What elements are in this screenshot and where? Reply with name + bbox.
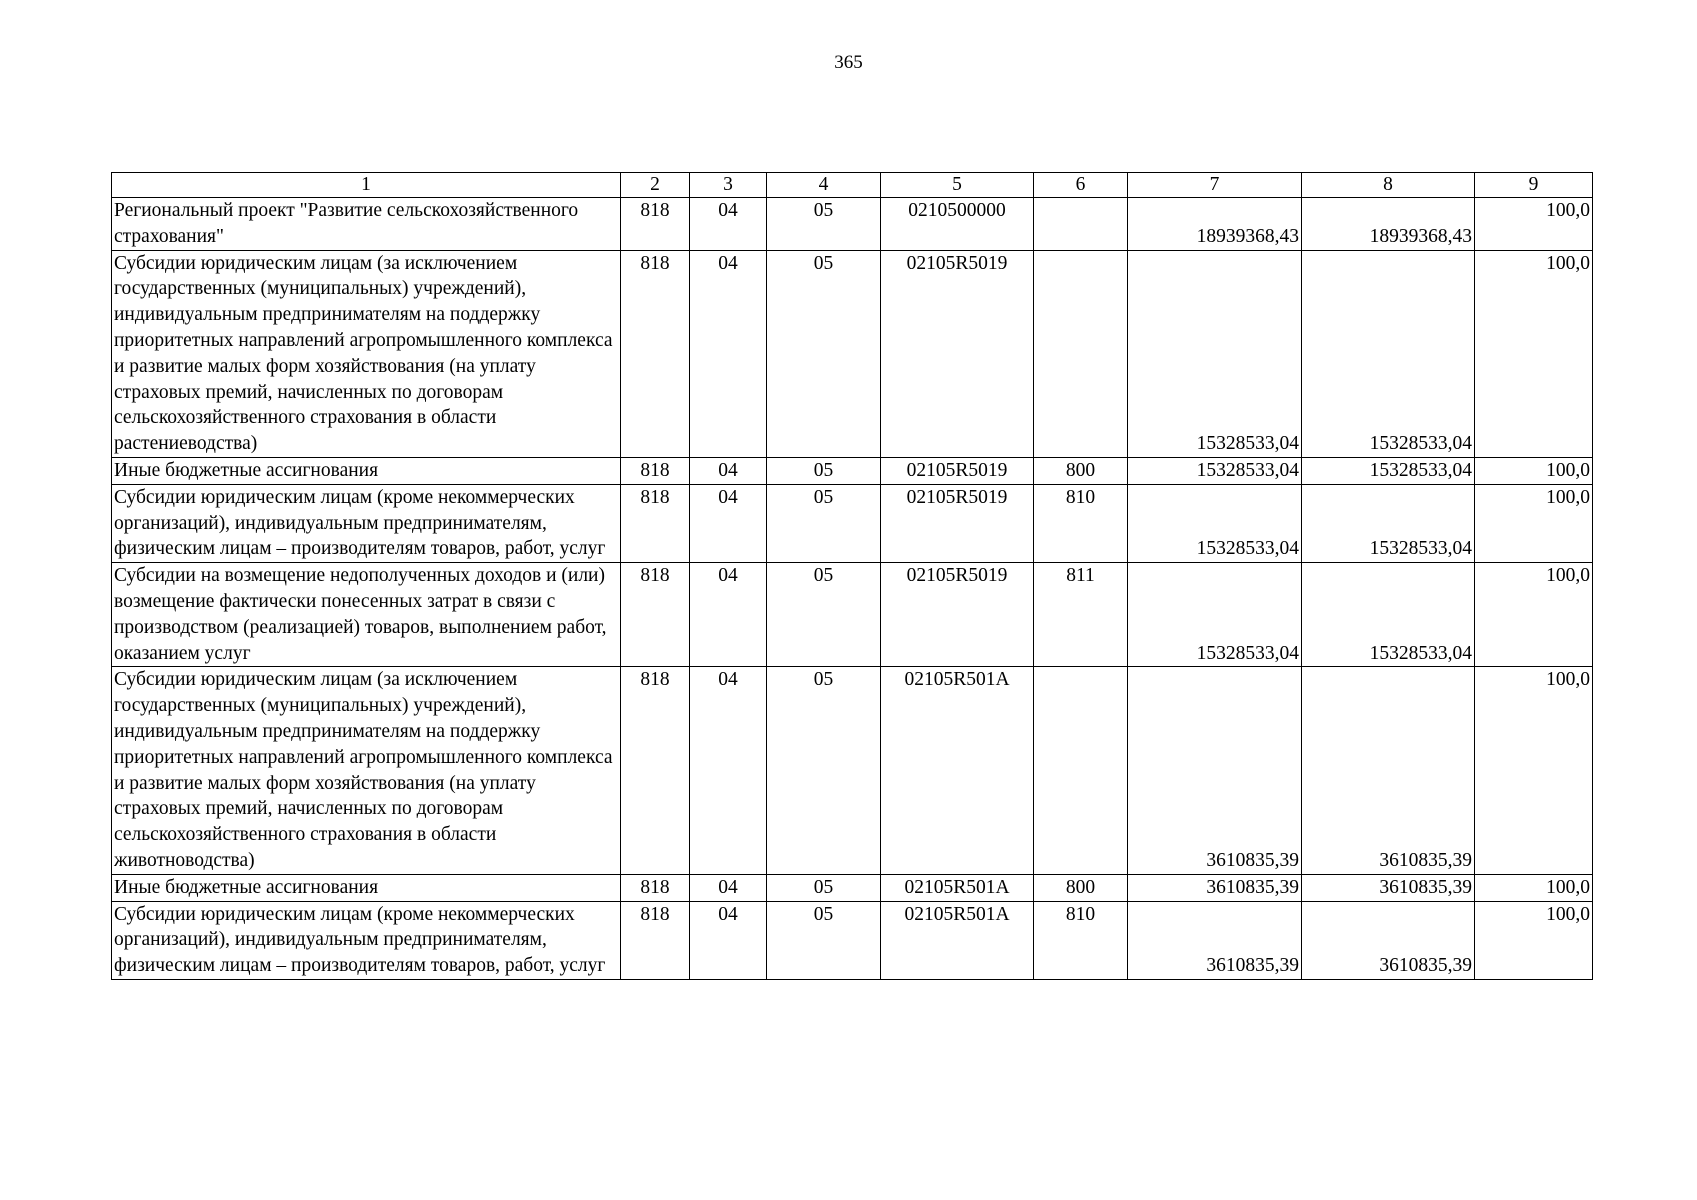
expense-type-cell [1034,198,1128,251]
section-cell: 04 [690,901,767,979]
executed-amount-cell: 15328533,04 [1302,250,1475,457]
executed-amount-cell: 15328533,04 [1302,563,1475,667]
row-name-cell: Субсидии юридическим лицам (кроме некоммерческих организаций), индивидуальным предпринимателям, физическим лицам – производителям товаров, работ, услуг [112,484,621,562]
header-cell-2: 2 [621,173,690,198]
row-name-cell: Иные бюджетные ассигнования [112,457,621,484]
percent-cell: 100,0 [1475,667,1593,874]
section-cell: 04 [690,563,767,667]
target-article-cell: 02105R5019 [881,484,1034,562]
header-cell-4: 4 [767,173,881,198]
executed-amount-cell: 3610835,39 [1302,874,1475,901]
admin-code-cell: 818 [621,250,690,457]
planned-amount-cell: 3610835,39 [1128,874,1302,901]
executed-amount-cell: 18939368,43 [1302,198,1475,251]
header-cell-3: 3 [690,173,767,198]
subsection-cell: 05 [767,250,881,457]
subsection-cell: 05 [767,901,881,979]
admin-code-cell: 818 [621,198,690,251]
expense-type-cell: 811 [1034,563,1128,667]
percent-cell: 100,0 [1475,484,1593,562]
expense-type-cell: 800 [1034,874,1128,901]
table-row [112,457,1593,484]
table-row [112,563,1593,667]
percent-cell: 100,0 [1475,250,1593,457]
header-cell-7: 7 [1128,173,1302,198]
target-article-cell: 02105R5019 [881,250,1034,457]
table-row [112,901,1593,979]
row-name-cell: Иные бюджетные ассигнования [112,874,621,901]
section-cell: 04 [690,484,767,562]
admin-code-cell: 818 [621,457,690,484]
target-article-cell: 02105R5019 [881,563,1034,667]
expense-type-cell [1034,667,1128,874]
percent-cell: 100,0 [1475,563,1593,667]
subsection-cell: 05 [767,457,881,484]
planned-amount-cell: 15328533,04 [1128,484,1302,562]
planned-amount-cell: 15328533,04 [1128,457,1302,484]
expense-type-cell [1034,250,1128,457]
subsection-cell: 05 [767,198,881,251]
subsection-cell: 05 [767,484,881,562]
executed-amount-cell: 3610835,39 [1302,667,1475,874]
admin-code-cell: 818 [621,901,690,979]
section-cell: 04 [690,667,767,874]
executed-amount-cell: 15328533,04 [1302,484,1475,562]
header-cell-9: 9 [1475,173,1593,198]
subsection-cell: 05 [767,874,881,901]
table-row [112,198,1593,251]
row-name-cell: Субсидии юридическим лицам (кроме некоммерческих организаций), индивидуальным предпринимателям, физическим лицам – производителям товаров, работ, услуг [112,901,621,979]
expense-type-cell: 810 [1034,484,1128,562]
expense-type-cell: 800 [1034,457,1128,484]
table-row [112,874,1593,901]
section-cell: 04 [690,457,767,484]
header-cell-1: 1 [112,173,621,198]
target-article-cell: 02105R501A [881,874,1034,901]
section-cell: 04 [690,198,767,251]
table-row [112,250,1593,457]
percent-cell: 100,0 [1475,457,1593,484]
admin-code-cell: 818 [621,874,690,901]
planned-amount-cell: 15328533,04 [1128,563,1302,667]
percent-cell: 100,0 [1475,874,1593,901]
row-name-cell: Субсидии юридическим лицам (за исключением государственных (муниципальных) учреждений), индивидуальным предпринимателям на поддержку приоритетных направлений агропромышленного комплекса и развитие малых форм хозяйствования (на уплату страховых премий, начисленных по договорам сельскохозяйственного страхования в области животноводства) [112,667,621,874]
target-article-cell: 02105R5019 [881,457,1034,484]
target-article-cell: 02105R501A [881,901,1034,979]
header-cell-5: 5 [881,173,1034,198]
budget-table [111,172,1593,980]
percent-cell: 100,0 [1475,198,1593,251]
table-header-row [112,173,1593,198]
admin-code-cell: 818 [621,563,690,667]
page-number: 365 [834,52,863,73]
executed-amount-cell: 15328533,04 [1302,457,1475,484]
header-cell-8: 8 [1302,173,1475,198]
subsection-cell: 05 [767,667,881,874]
table-row [112,667,1593,874]
admin-code-cell: 818 [621,484,690,562]
section-cell: 04 [690,874,767,901]
target-article-cell: 02105R501A [881,667,1034,874]
planned-amount-cell: 18939368,43 [1128,198,1302,251]
planned-amount-cell: 15328533,04 [1128,250,1302,457]
target-article-cell: 0210500000 [881,198,1034,251]
row-name-cell: Субсидии на возмещение недополученных доходов и (или) возмещение фактически понесенных затрат в связи с производством (реализацией) товаров, выполнением работ, оказанием услуг [112,563,621,667]
table-row [112,484,1593,562]
expense-type-cell: 810 [1034,901,1128,979]
row-name-cell: Региональный проект "Развитие сельскохозяйственного страхования" [112,198,621,251]
subsection-cell: 05 [767,563,881,667]
percent-cell: 100,0 [1475,901,1593,979]
admin-code-cell: 818 [621,667,690,874]
section-cell: 04 [690,250,767,457]
executed-amount-cell: 3610835,39 [1302,901,1475,979]
planned-amount-cell: 3610835,39 [1128,667,1302,874]
planned-amount-cell: 3610835,39 [1128,901,1302,979]
header-cell-6: 6 [1034,173,1128,198]
row-name-cell: Субсидии юридическим лицам (за исключением государственных (муниципальных) учреждений), индивидуальным предпринимателям на поддержку приоритетных направлений агропромышленного комплекса и развитие малых форм хозяйствования (на уплату страховых премий, начисленных по договорам сельскохозяйственного страхования в области растениеводства) [112,250,621,457]
